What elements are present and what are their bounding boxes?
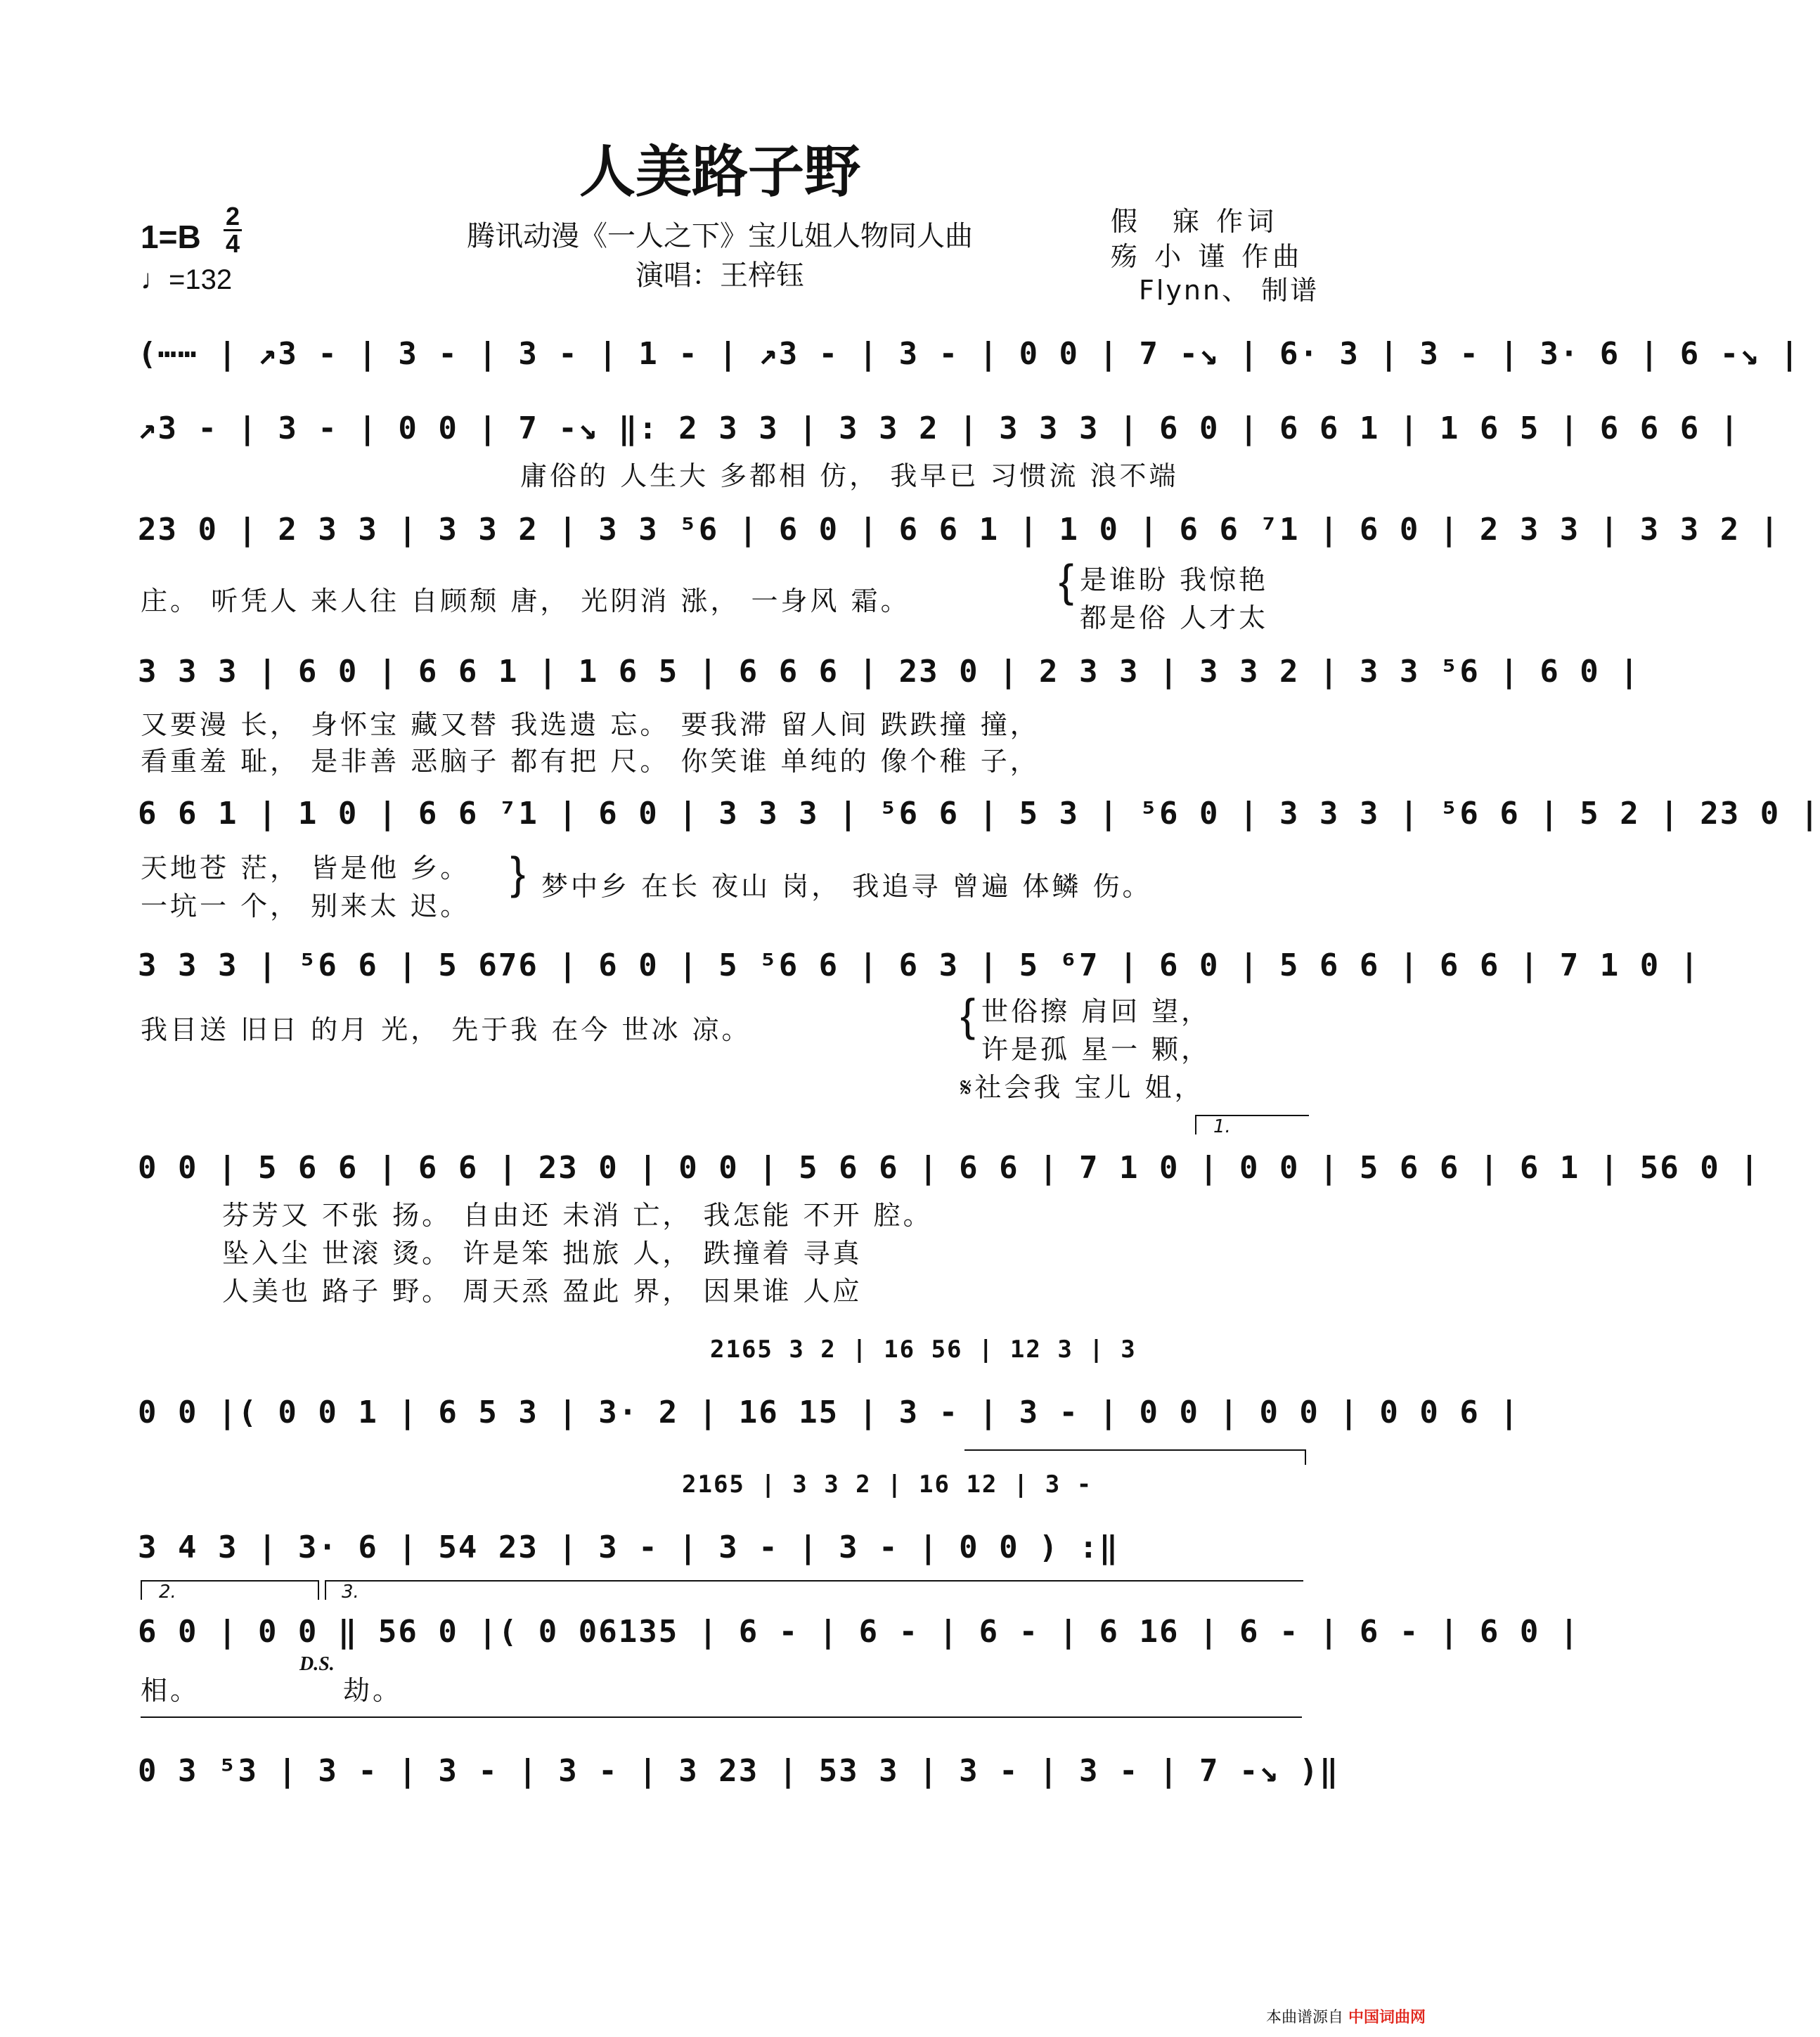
system-7-lyric-1: 芬芳又 不张 扬。 自由还 未消 亡， 我怎能 不开 腔。 (222, 1200, 933, 1231)
system-6-lyric-2: 世俗擦 肩回 望， (981, 996, 1211, 1027)
time-signature-bottom: 4 (225, 229, 240, 258)
system-7-lyric-2: 坠入尘 世滚 烫。 许是笨 拙旅 人， 跌撞着 寻真 (222, 1238, 863, 1269)
system-7-lyric-3: 人美也 路子 野。 周天烝 盈此 界， 因果谁 人应 (222, 1276, 863, 1307)
source-footer (1266, 2005, 1426, 2027)
system-5-notes: 6 6 1 | 1 0 | 6 6 ⁷1 | 6 0 | 3 3 3 | ⁵6 6 | 5 3 | ⁵6 0 | 3 3 3 | ⁵6 6 | 5 2 | 23 0 | (138, 796, 1820, 832)
key-signature: 1=B (141, 219, 201, 255)
composer-credit: 殇 小 谨 作曲 (1111, 241, 1304, 272)
system-6-lyric-1: 我目送 旧日 的月 光， 先于我 在今 世冰 凉。 (141, 1014, 751, 1045)
system-7-notes: 0 0 | 5 6 6 | 6 6 | 23 0 | 0 0 | 5 6 6 | 6 6 | 7 1 0 | 0 0 | 5 6 6 | 6 1 | 56 0 | (138, 1150, 1760, 1186)
system-10-lyric-1: 相。 (141, 1675, 200, 1706)
system-2-lyric-1: 庸俗的 人生大 多都相 仿， 我早已 习惯流 浪不端 (520, 460, 1179, 491)
system-4-lyric-1: 又要漫 长， 身怀宝 藏又替 我选遗 忘。 要我滞 留人间 跌跌撞 撞， (141, 709, 1040, 740)
lyricist-credit: 假 寐 作词 (1111, 206, 1279, 237)
system-9-notes: 3 4 3 | 3· 6 | 54 23 | 3 - | 3 - | 3 - | 0 0 ) :‖ (138, 1530, 1120, 1565)
system-9-upper-notes: 2165 | 3 3 2 | 16 12 | 3 - (682, 1470, 1093, 1499)
system-11-notes: 0 3 ⁵3 | 3 - | 3 - | 3 - | 3 23 | 53 3 | 3 - | 3 - | 7 -↘ )‖ (138, 1753, 1340, 1789)
volta-2-label: 2. (159, 1582, 176, 1603)
song-title: 人美路子野 (579, 138, 860, 205)
volta-1-label: 1. (1213, 1116, 1231, 1137)
source-label: 本曲谱源自 (1265, 2009, 1343, 2026)
system-6-brace: { (960, 990, 976, 1040)
system-4-notes: 3 3 3 | 6 0 | 6 6 1 | 1 6 5 | 6 6 6 | 23 0 | 2 3 3 | 3 3 2 | 3 3 ⁵6 | 6 0 | (138, 654, 1640, 690)
volta-1-bracket (1195, 1115, 1309, 1134)
volta-3-label: 3. (342, 1582, 359, 1603)
arranger-credit: Flynn、 制谱 (1139, 275, 1319, 306)
system-6-lyric-3: 许是孤 星一 颗， (981, 1034, 1211, 1065)
song-subtitle: 腾讯动漫《一人之下》宝儿姐人物同人曲 (467, 220, 973, 252)
system-10-lyric-2: 劫。 (343, 1675, 403, 1706)
tempo-mark: ♩=132 (141, 264, 233, 295)
system-5-brace: } (510, 848, 526, 898)
system-10-notes: 6 0 | 0 0 ‖ 56 0 |( 0 06135 | 6 - | 6 - | 6 - | 6 16 | 6 - | 6 - | 6 0 | (138, 1614, 1580, 1650)
system-5-lyric-3: 梦中乡 在长 夜山 岗， 我追寻 曾遍 体鳞 伤。 (541, 871, 1152, 902)
time-signature (224, 204, 242, 257)
system-3-lyric-3: 都是俗 人才太 (1080, 602, 1269, 633)
system-1-notes: (⋯⋯ | ↗3 - | 3 - | 3 - | 1 - | ↗3 - | 3 - | 0 0 | 7 -↘ | 6· 3 | 3 - | 3· 6 | 6 -↘ | (138, 336, 1800, 372)
system-5-lyric-2: 一坑一 个， 别来太 迟。 (141, 891, 470, 922)
system-8-upper-notes: 2165 3 2 | 16 56 | 12 3 | 3 (710, 1336, 1137, 1364)
singer-line: 演唱：王梓钰 (635, 259, 804, 292)
system-3-brace: { (1059, 555, 1074, 606)
system-6-notes: 3 3 3 | ⁵6 6 | 5 676 | 6 0 | 5 ⁵6 6 | 6 3 | 5 ⁶7 | 6 0 | 5 6 6 | 6 6 | 7 1 0 | (138, 948, 1700, 983)
system-11-bracket (141, 1716, 1302, 1718)
time-signature-top: 2 (225, 202, 240, 231)
volta-3-bracket (325, 1580, 1303, 1600)
source-site[interactable]: 中国词曲网 (1348, 2009, 1426, 2026)
system-4-lyric-2: 看重羞 耻， 是非善 恶脑子 都有把 尺。 你笑谁 单纯的 像个稚 子， (141, 746, 1040, 777)
system-2-notes: ↗3 - | 3 - | 0 0 | 7 -↘ ‖: 2 3 3 | 3 3 2 | 3 3 3 | 6 0 | 6 6 1 | 1 6 5 | 6 6 6 | (138, 410, 1741, 446)
system-3-lyric-2: 是谁盼 我惊艳 (1080, 564, 1269, 595)
system-3-notes: 23 0 | 2 3 3 | 3 3 2 | 3 3 ⁵6 | 6 0 | 6 6 1 | 1 0 | 6 6 ⁷1 | 6 0 | 2 3 3 | 3 3 2 | (138, 512, 1781, 548)
system-3-lyric-1: 庄。 听凭人 来人往 自顾颓 唐， 光阴消 涨， 一身风 霜。 (141, 586, 910, 616)
system-8-notes: 0 0 |( 0 0 1 | 6 5 3 | 3· 2 | 16 15 | 3 - | 3 - | 0 0 | 0 0 | 0 0 6 | (138, 1395, 1520, 1430)
ds-mark: D.S. (299, 1653, 335, 1675)
system-6-lyric-4: 𝄋社会我 宝儿 姐， (960, 1072, 1204, 1103)
system-9-upper-bracket (964, 1449, 1306, 1465)
system-5-lyric-1: 天地苍 茫， 皆是他 乡。 (141, 853, 470, 884)
